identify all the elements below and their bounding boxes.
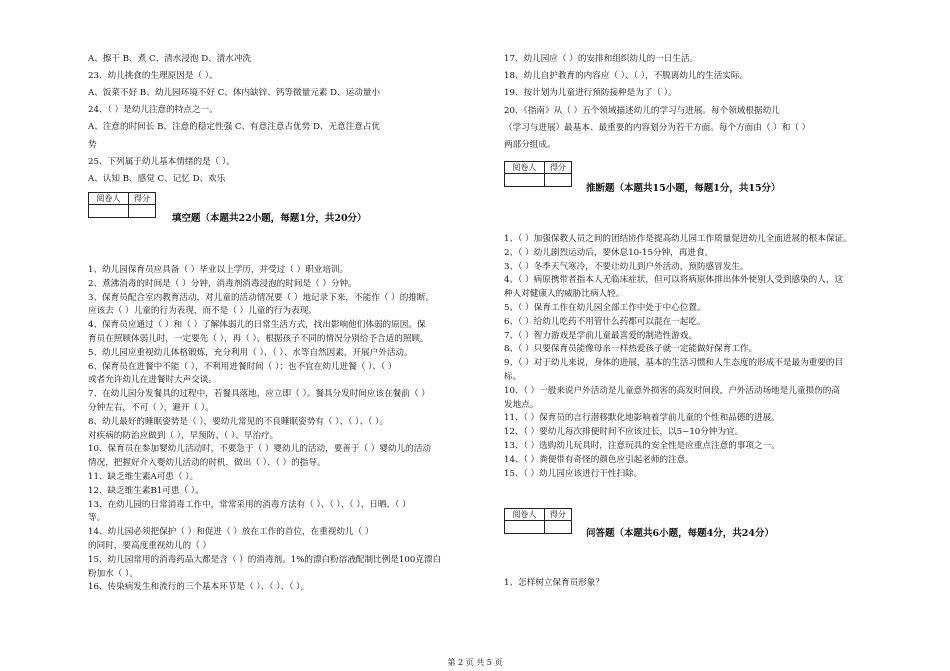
fill-blank-line: 16、传染病发生和流行的三个基本环节是（ ）、（ ）、（ ）。 [88,582,310,593]
reviewer-label: 阅卷人 [505,509,545,521]
question-line: A、擦干 B、煮 C、清水浸泡 D、清水冲洗 [88,54,252,64]
fill-blank-section-title: 填空题（本题共22小题，每题1分，共20分） [172,213,367,224]
judge-line: 14、（ ）粪便带有奇怪的颜色应引起老师的注意。 [504,454,694,465]
question-line: 18、幼儿自护教育的内容应（ ）、（ ），不脱离幼儿的生活实际。 [504,71,749,82]
judge-line: 6、（ ）给幼儿吃药不用管什么药都可以混在一起吃。 [504,316,706,327]
fill-blank-line: 8、幼儿最好的睡眠姿势是（ ），要幼儿常见的不良睡眠姿势有（ ）、（ ）、（ ）。 [88,416,388,427]
judge-line: 13、（ ）选购幼儿玩具时，注意玩具的安全性是应重点注意的事项之一。 [504,441,780,451]
question-line: 两部分组成。 [504,140,556,150]
question-line: 20、《指南》从（ ）五个领域描述幼儿的学习与进展。每个领域根据幼儿 [504,105,780,116]
reviewer-label: 阅卷人 [89,193,129,205]
fill-blank-line: 分钟左右，不可（ ），避开（ ）。 [88,403,214,413]
fill-blank-line: 10、保育员在参加婴幼儿活动时，不要急于（ ）婴幼儿的活动，要善于（ ）婴幼儿的活动 [88,444,431,455]
fill-blank-line: 情况，把握好介入婴幼儿活动的时机，做出（ ）、（ ）的指导。 [88,458,326,469]
qa-line: 1、怎样树立保育员形象？ [504,578,604,588]
fill-blank-line: 13、在幼儿园的日常消毒工作中，常常采用的消毒方法有（ ）、（ ）、（ ）、日晒、（ ） [88,499,411,510]
judge-section-title: 推断题（本题共15小题，每题1分，共15分） [586,183,781,194]
question-line: 势 [88,139,97,150]
fill-blank-line: 15、幼儿园常用的消毒药品大都是含（ ）的消毒剂。1%的漂白粉溶液配制比例是100克漂白 [88,554,442,565]
judge-line: 8、（ ）只要保育员能像母亲一样热爱孩子就一定能做好保育工作。 [504,344,758,355]
judge-line: 10、（ ）一般来说户外活动是儿童意外损害的高发时间段，户外活动场地是儿童损伤的高 [504,385,840,396]
page-footer: 第 2 页 共 5 页 [447,658,503,667]
fill-blank-line: 等。 [88,513,106,524]
question-line: （学习与进展）最基本、最重要的内容划分为若干方面。每个方面由（ ）和（ ） [504,122,811,133]
fill-blank-line: 14、幼儿园必须把保护（ ）和促进（ ）放在工作的首位，在重视幼儿（ ） [88,527,374,538]
judge-line: 2、（ ）幼儿剧烈运动后，要休息10-15分钟，再进食。 [504,247,714,258]
fill-blank-line: 对疾病的防治应做到（ ），早预防、（ ）、早治疗。 [88,430,279,441]
score-label: 得分 [544,509,571,521]
score-label: 得分 [128,193,155,205]
question-line: 17、幼儿园应（ ）的安排和组织幼儿的一日生活。 [504,54,699,64]
fill-blank-line: 2、煮沸消毒的时间是（ ）分钟，消毒剂消毒浸泡的时间是（ ）分钟。 [88,278,357,289]
question-line: A、注意的时间长 B、注意的稳定性强 C、有意注意占优势 D、无意注意占优 [88,122,380,133]
fill-blank-line: 3、保育员配合室内教育活动，对儿童的活动情况要（ ）地记录下来，不能作（ ）的推断。 [88,292,435,303]
fill-blank-line: 粉加水（ ）。 [88,568,138,579]
judge-line: 12、（ ）要幼儿每次排便时间不应该过长，以5~10分钟为宜。 [504,427,744,438]
qa-section-title: 问答题（本题共6小题，每题4分，共24分） [586,528,774,539]
judge-line: 标。 [504,372,522,382]
judge-line: 种人对健康人的威胁比病人轻。 [504,289,625,300]
fill-blank-line: 或者允许幼儿在进餐时大声交谈。 [88,375,217,386]
question-line: A、饭菜不好 B、幼儿园环境不好 C、体内缺锌、钙等微量元素 D、运动量小 [88,88,380,99]
fill-blank-line: 育员在照顾体弱儿时，一定要先（ ），再（ ），根据孩子不同的情况分别给予合适的照顾。 [88,334,429,344]
judge-line: 15、（ ）幼儿园应该进行干性扫除。 [504,468,643,479]
fill-blank-line: 的同时，要高度重视幼儿的（ ） [88,541,212,551]
judge-line: 发地点。 [504,399,539,410]
fill-blank-line: 应该去（ ）儿童的行为表现，而不是（ ）儿童的行为表现。 [88,306,317,317]
score-box-judge [504,161,572,187]
question-line: 25、下列属于幼儿基本情绪的是（ ）。 [88,156,235,167]
fill-blank-line: 11、缺乏维生素A可患（ ）。 [88,472,199,482]
question-line: 24、（ ）是幼儿注意的特点之一。 [88,105,218,116]
question-line: 23、幼儿挑食的生理原因是（ ）。 [88,71,218,82]
fill-blank-line: 1、幼儿园保育员应具备（ ）毕业以上学历，并受过（ ）职业培训。 [88,265,349,275]
score-label: 得分 [544,162,571,174]
score-box-qa [504,508,572,534]
judge-line: 4、（ ）病原携带者指本人无临床症状，但可以将病原体排出体外使别人受到感染的人，这 [504,275,844,286]
judge-line: 9、（ ）对于幼儿来说，身体的进展，基本的生活习惯和人生态度的形成不是最为重要的目 [504,358,844,369]
judge-line: 1、（ ）加强保教人员之间的团结协作是提高幼儿园工作质量促进幼儿全面进展的根本保证。 [504,234,852,244]
fill-blank-line: 6、保育员在进餐中不能（ ），不利用进餐时间（ ）；也不宜在幼儿进餐（ ）、（ ） [88,361,397,372]
question-line: 19、按计划为儿童进行预防接种是为了（ ）。 [504,88,677,99]
judge-line: 5、（ ）保育工作在幼儿园全部工作中处于中心位置。 [504,303,706,313]
judge-line: 3、（ ）冬季天气寒冷，不要让幼儿到户外活动，预防感冒发生。 [504,261,749,272]
fill-blank-line: 12、缺乏维生素B1可患（ ）。 [88,485,204,496]
fill-blank-line: 7、在幼儿园分发餐具的过程中，若餐具落地，应立即（ ）。餐具分发时间应该在餐前（ ） [88,389,430,400]
fill-blank-line: 4、保育员应通过（ ）和（ ）了解体弱儿的日常生活方式，找出影响他们体弱的原因。保 [88,320,426,331]
fill-blank-line: 5、幼儿园应重视幼儿体格锻炼，充分利用（ ）、（ ）、水等自然因素，开展户外活动。 [88,347,413,358]
judge-line: 7、（ ）智力游戏是学前儿童最喜爱的制造性游戏。 [504,330,697,341]
score-box-fill-blank [88,192,156,218]
judge-line: 11、（ ）保育员的言行潜移默化地影响着学前儿童的个性和品德的进展。 [504,413,780,424]
reviewer-label: 阅卷人 [505,162,545,174]
question-line: A、认知 B、感觉 C、记忆 D、欢乐 [88,173,226,184]
